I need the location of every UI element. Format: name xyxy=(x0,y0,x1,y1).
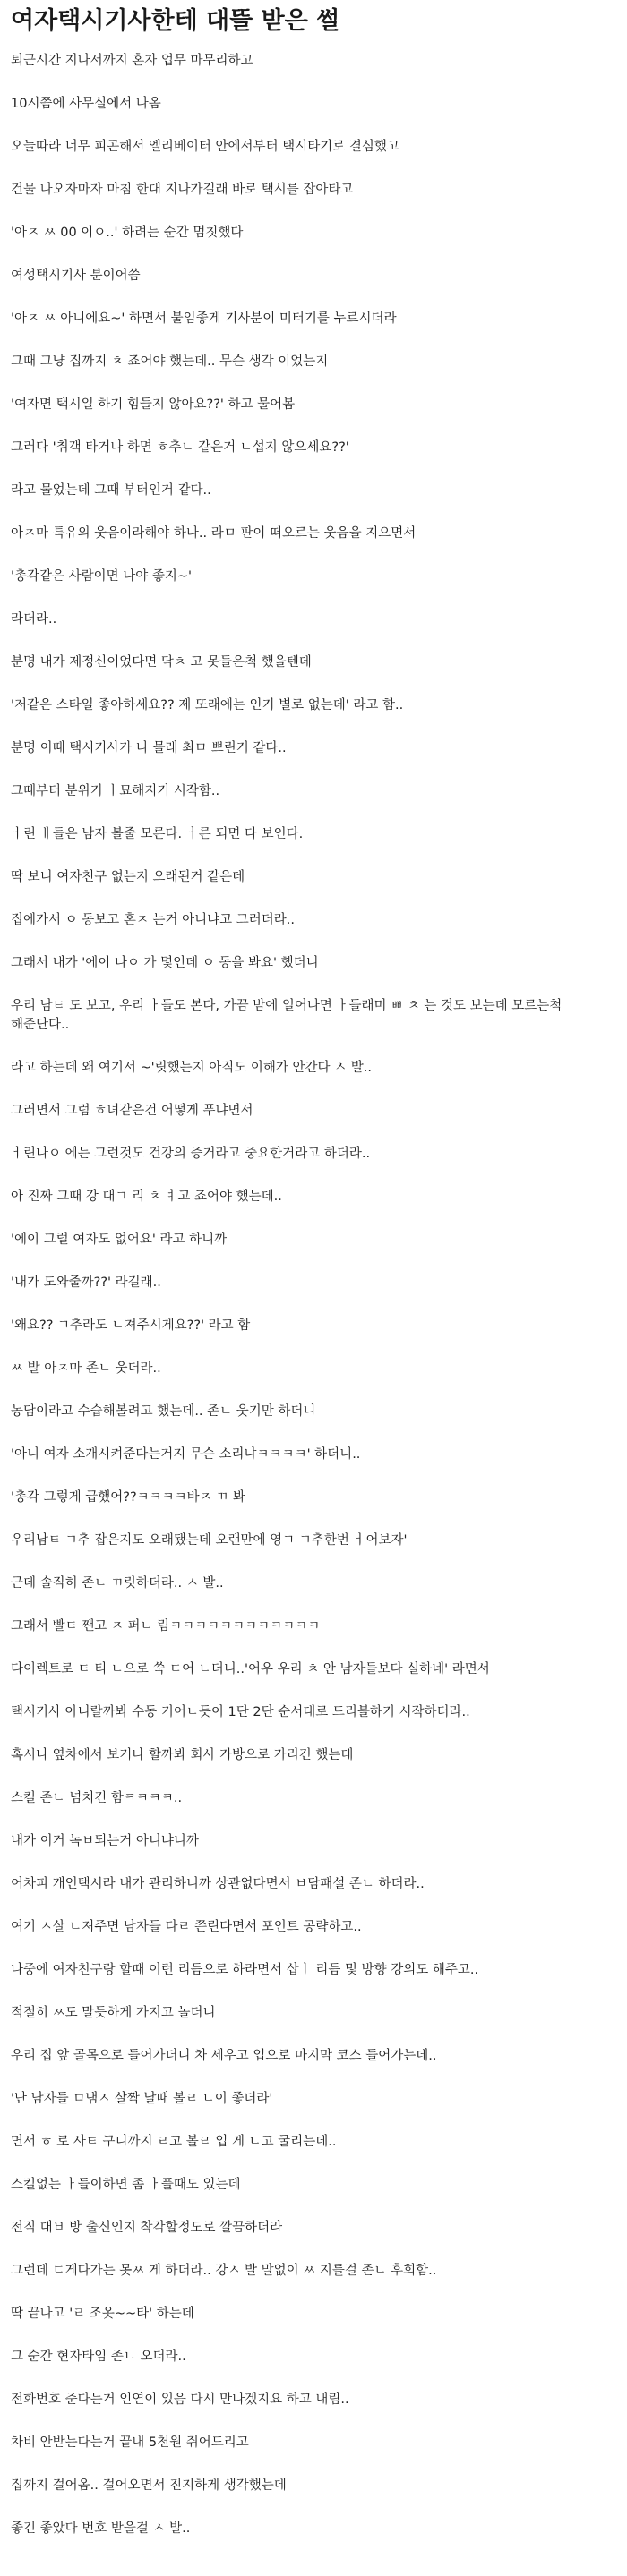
post-line: 건물 나오자마자 마침 한대 지나가길래 바로 택시를 잡아타고 xyxy=(11,183,354,197)
post-line: 오늘따라 너무 피곤해서 엘리베이터 안에서부터 택시타기로 결심했고 xyxy=(11,140,399,154)
post-line: 어차피 개인택시라 내가 관리하니까 상관없다면서 ㅂ담패설 존ㄴ 하더라.. xyxy=(11,1877,425,1891)
post-line: '내가 도와줄까??' 라길래.. xyxy=(11,1275,161,1290)
post-line: 그런데 ㄷ게다가는 못ㅆ 게 하더라.. 강ㅅ 발 말없이 ㅆ 지를걸 존ㄴ 후회함.. xyxy=(11,2264,437,2278)
post-title: 여자택시기사한테 대뜰 받은 썰 xyxy=(11,7,340,35)
post-line: ㅓ린나ㅇ 에는 그런것도 건강의 증거라고 중요한거라고 하더라.. xyxy=(11,1147,371,1161)
post-line: 10시쯤에 사무실에서 나옴 xyxy=(11,97,161,111)
post-line: 그때 그냥 집까지 ㅊ 죠어야 했는데.. 무슨 생각 이었는지 xyxy=(11,354,329,369)
post-line: 좋긴 좋았다 번호 받을걸 ㅅ 발.. xyxy=(11,2521,191,2536)
post-line: '아ㅈ ㅆ 아니에요~' 하면서 불임좋게 기사분이 미터기를 누르시더라 xyxy=(11,311,397,326)
post-line: 혹시나 옆차에서 보거나 할까봐 회사 가방으로 가리긴 했는데 xyxy=(11,1748,354,1762)
post-line: 전화번호 준다는거 인연이 있음 다시 만나겠지요 하고 내림.. xyxy=(11,2393,349,2407)
post-line: 스킬없는 ㅏ들이하면 좀 ㅏ플때도 있는데 xyxy=(11,2178,241,2192)
post-body xyxy=(11,52,627,2538)
post-line: 그때부터 분위기 ㅣ묘해지기 시작함.. xyxy=(11,784,220,798)
post-line: 딱 보니 여자친구 없는지 오래된거 같은데 xyxy=(11,870,245,884)
post-line: '아ㅈ ㅆ 00 이ㅇ..' 하려는 순간 멈칫했다 xyxy=(11,226,244,240)
post-line: 라고 하는데 왜 여기서 ~'릿했는지 아직도 이해가 안간다 ㅅ 발.. xyxy=(11,1061,373,1075)
post-line: 아ㅈ마 특유의 웃음이라해야 하나.. 라ㅁ 판이 떠오르는 웃음을 지으면서 xyxy=(11,526,417,541)
post-line: ㅆ 발 아ㅈ마 존ㄴ 웃더라.. xyxy=(11,1361,161,1376)
post-line: 라고 물었는데 그때 부터인거 같다.. xyxy=(11,483,211,498)
post-line: 적절히 ㅆ도 말듯하게 가지고 놀더니 xyxy=(11,2006,216,2020)
post-line: 스킬 존ㄴ 넘치긴 함ㅋㅋㅋㅋ.. xyxy=(11,1791,183,1805)
post-line: 여기 ㅅ살 ㄴ져주면 남자들 다ㄹ 쯘린다면서 포인트 공략하고.. xyxy=(11,1920,362,1934)
post-line: 집까지 걸어옴.. 걸어오면서 진지하게 생각했는데 xyxy=(11,2478,287,2493)
post-line: ㅓ린 ㅐ들은 남자 볼줄 모른다. ㅓ른 되면 다 보인다. xyxy=(11,827,304,841)
post-line: 분명 내가 제정신이었다면 닥ㅊ 고 못들은척 했을텐데 xyxy=(11,655,312,670)
post-line: 그래서 빨ㅌ 짼고 ㅈ 퍼ㄴ 림ㅋㅋㅋㅋㅋㅋㅋㅋㅋㅋㅋㅋ xyxy=(11,1619,321,1633)
post-line: 나중에 여자친구랑 할때 이런 리듬으로 하라면서 삽ㅣ 리듬 및 방향 강의도 해주고.. xyxy=(11,1963,479,1977)
post-line: 분명 이때 택시기사가 나 몰래 최ㅁ 쁘린거 같다.. xyxy=(11,741,287,755)
post-line: 우리 집 앞 골목으로 들어가더니 차 세우고 입으로 마지막 코스 들어가는데.. xyxy=(11,2049,437,2063)
post-line: 그러면서 그럼 ㅎ녀같은건 어떻게 푸냐면서 xyxy=(11,1104,253,1118)
post-line: 전직 대ㅂ 방 출신인지 착각할정도로 깔끔하더라 xyxy=(11,2221,283,2235)
post-line: '저같은 스타일 좋아하세요?? 제 또래에는 인기 별로 없는데' 라고 함.. xyxy=(11,698,404,712)
post-line: '여자면 택시일 하기 힘들지 않아요??' 하고 물어봄 xyxy=(11,397,296,412)
post-line: 아 진짜 그때 강 대ㄱ 리 ㅊ ㅕ고 죠어야 했는데.. xyxy=(11,1190,282,1204)
post-line: '에이 그럴 여자도 없어요' 라고 하니까 xyxy=(11,1233,228,1247)
post-line: 여성택시기사 분이어씀 xyxy=(11,269,141,283)
post-line: 택시기사 아니랄까봐 수동 기어ㄴ듯이 1단 2단 순서대로 드리블하기 시작하더라.. xyxy=(11,1705,470,1719)
post-line: 퇴근시간 지나서까지 혼자 업무 마무리하고 xyxy=(11,54,253,68)
post-line: 집에가서 ㅇ 동보고 혼ㅈ 는거 아니냐고 그러더라.. xyxy=(11,913,296,927)
post-line: 농담이라고 수습해볼려고 했는데.. 존ㄴ 웃기만 하더니 xyxy=(11,1404,316,1419)
post-line: 다이렉트로 ㅌ 티 ㄴ으로 쑥 ㄷ어 ㄴ더니..'어우 우리 ㅊ 안 남자들보다 실하네' 라면서 xyxy=(11,1662,490,1676)
post-line: 딱 끝나고 'ㄹ 조옷~~타' 하는데 xyxy=(11,2307,194,2321)
post-line: 라더라.. xyxy=(11,612,57,627)
post-line: '총각 그렇게 급했어??ㅋㅋㅋㅋ바ㅈ ㄲ 봐 xyxy=(11,1490,245,1505)
post-line: 그러다 '취객 타거나 하면 ㅎ추ㄴ 같은거 ㄴ섭지 않으세요??' xyxy=(11,440,349,455)
post-line: 차비 안받는다는거 끝내 5천원 쥐어드리고 xyxy=(11,2435,249,2450)
post-line: 그래서 내가 '에이 나ㅇ 가 몇인데 ㅇ 동을 봐요' 했더니 xyxy=(11,956,319,970)
post-line: 우리 남ㅌ 도 보고, 우리 ㅏ들도 본다, 가끔 밤에 일어나면 ㅏ들래미 ㅃ ㅊ 는 것도 보는데 모르는척 해준단다.. xyxy=(11,999,563,1032)
post-line: '총각같은 사람이면 나야 좋지~' xyxy=(11,569,193,584)
post-line: 근데 솔직히 존ㄴ ㄲ릿하더라.. ㅅ 발.. xyxy=(11,1576,224,1591)
post-line: '아니 여자 소개시켜준다는거지 무슨 소리냐ㅋㅋㅋㅋ' 하더니.. xyxy=(11,1447,361,1462)
post-line: '난 남자들 ㅁ냄ㅅ 살짝 날때 볼ㄹ ㄴ이 좋더라' xyxy=(11,2092,273,2106)
post-line: 내가 이거 녹ㅂ되는거 아니냐니까 xyxy=(11,1834,199,1848)
post-line: 우리남ㅌ ㄱ추 잡은지도 오래됐는데 오랜만에 영ㄱ ㄱ추한번 ㅓ어보자' xyxy=(11,1533,408,1548)
post-line: '왜요?? ㄱ추라도 ㄴ져주시게요??' 라고 함 xyxy=(11,1318,251,1333)
post-line: 그 순간 현자타임 존ㄴ 오더라.. xyxy=(11,2350,186,2364)
post-line: 면서 ㅎ 로 사ㅌ 구니까지 ㄹ고 볼ㄹ 입 게 ㄴ고 굴리는데.. xyxy=(11,2135,337,2149)
